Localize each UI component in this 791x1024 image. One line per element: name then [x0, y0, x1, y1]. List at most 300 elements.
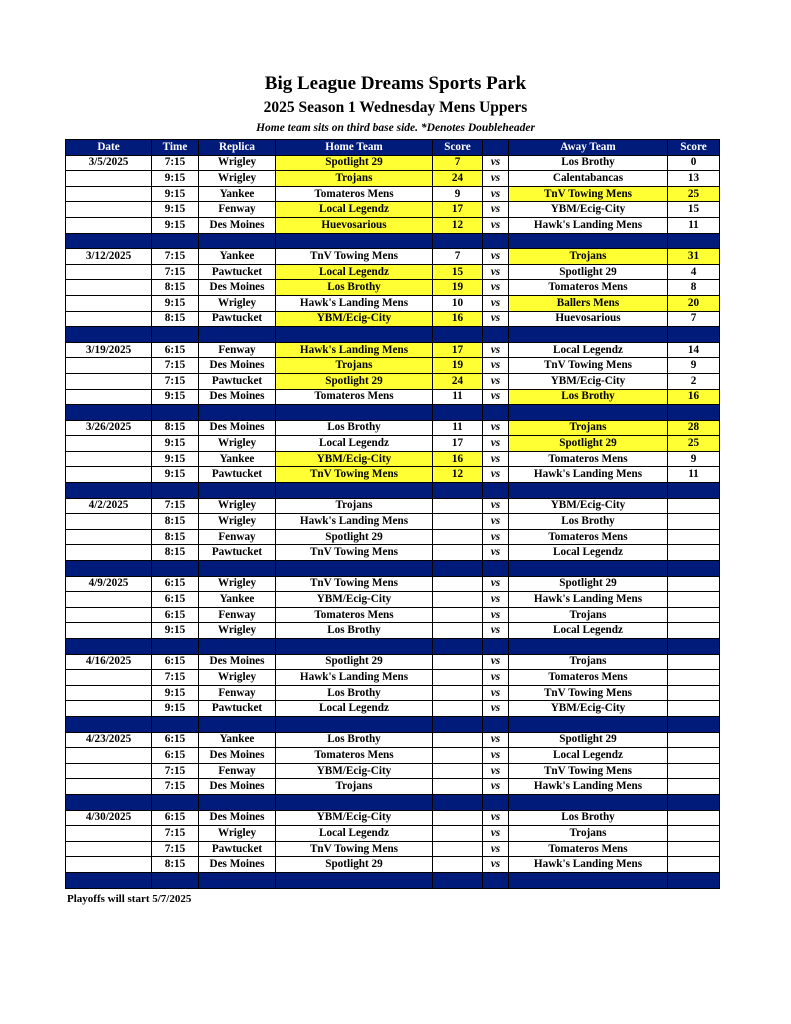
- home-team: Hawk's Landing Mens: [276, 514, 433, 530]
- vs-label: vs: [483, 810, 509, 826]
- game-replica: Wrigley: [199, 155, 276, 171]
- home-team: Local Legendz: [276, 202, 433, 218]
- game-row: [66, 670, 720, 686]
- header-time: Time: [152, 140, 199, 156]
- home-score: [433, 576, 483, 592]
- game-row: [66, 685, 720, 701]
- home-team: Tomateros Mens: [276, 186, 433, 202]
- away-team: Spotlight 29: [509, 264, 668, 280]
- away-team: Hawk's Landing Mens: [509, 217, 668, 233]
- away-team: Los Brothy: [509, 810, 668, 826]
- home-score: 12: [433, 217, 483, 233]
- game-row: [66, 779, 720, 795]
- vs-label: vs: [483, 467, 509, 483]
- game-replica: Fenway: [199, 607, 276, 623]
- home-score: [433, 514, 483, 530]
- home-score: [433, 529, 483, 545]
- home-score: [433, 685, 483, 701]
- game-row: [66, 342, 720, 358]
- game-row: [66, 280, 720, 296]
- game-row: [66, 467, 720, 483]
- game-replica: Fenway: [199, 685, 276, 701]
- week-separator: [66, 872, 720, 888]
- game-replica: Fenway: [199, 529, 276, 545]
- away-team: Trojans: [509, 249, 668, 265]
- game-date: [66, 295, 152, 311]
- away-team: YBM/Ecig-City: [509, 373, 668, 389]
- game-replica: Des Moines: [199, 748, 276, 764]
- game-date: [66, 545, 152, 561]
- home-team: Local Legendz: [276, 436, 433, 452]
- home-team: Los Brothy: [276, 623, 433, 639]
- home-team: Tomateros Mens: [276, 607, 433, 623]
- game-date: 4/16/2025: [66, 654, 152, 670]
- away-team: Local Legendz: [509, 748, 668, 764]
- vs-label: vs: [483, 763, 509, 779]
- week-separator: [66, 639, 720, 655]
- vs-label: vs: [483, 280, 509, 296]
- away-score: 25: [668, 186, 720, 202]
- game-replica: Fenway: [199, 202, 276, 218]
- game-time: 6:15: [152, 342, 199, 358]
- game-row: [66, 748, 720, 764]
- home-team: YBM/Ecig-City: [276, 810, 433, 826]
- away-score: [668, 701, 720, 717]
- away-score: [668, 826, 720, 842]
- vs-label: vs: [483, 186, 509, 202]
- game-date: 4/2/2025: [66, 498, 152, 514]
- away-team: Los Brothy: [509, 389, 668, 405]
- game-replica: Wrigley: [199, 670, 276, 686]
- vs-label: vs: [483, 623, 509, 639]
- game-replica: Des Moines: [199, 779, 276, 795]
- vs-label: vs: [483, 155, 509, 171]
- home-score: 16: [433, 311, 483, 327]
- game-time: 6:15: [152, 576, 199, 592]
- away-score: [668, 748, 720, 764]
- game-row: [66, 264, 720, 280]
- schedule-note: Home team sits on third base side. *Denotes Doubleheader: [256, 122, 535, 134]
- away-team: Spotlight 29: [509, 576, 668, 592]
- game-date: [66, 217, 152, 233]
- vs-label: vs: [483, 732, 509, 748]
- home-score: [433, 857, 483, 873]
- game-row: [66, 763, 720, 779]
- game-replica: Pawtucket: [199, 841, 276, 857]
- game-replica: Des Moines: [199, 358, 276, 374]
- home-team: YBM/Ecig-City: [276, 451, 433, 467]
- vs-label: vs: [483, 436, 509, 452]
- home-team: YBM/Ecig-City: [276, 311, 433, 327]
- away-team: Spotlight 29: [509, 732, 668, 748]
- game-row: [66, 186, 720, 202]
- game-date: [66, 467, 152, 483]
- away-score: [668, 810, 720, 826]
- home-score: 9: [433, 186, 483, 202]
- game-replica: Pawtucket: [199, 467, 276, 483]
- vs-label: vs: [483, 826, 509, 842]
- game-date: [66, 748, 152, 764]
- home-score: [433, 607, 483, 623]
- home-team: TnV Towing Mens: [276, 576, 433, 592]
- game-date: [66, 529, 152, 545]
- home-team: Los Brothy: [276, 685, 433, 701]
- page-title: Big League Dreams Sports Park: [264, 73, 527, 94]
- home-team: Los Brothy: [276, 420, 433, 436]
- home-score: 24: [433, 171, 483, 187]
- away-score: 14: [668, 342, 720, 358]
- game-time: 6:15: [152, 748, 199, 764]
- game-time: 9:15: [152, 186, 199, 202]
- home-team: Trojans: [276, 358, 433, 374]
- vs-label: vs: [483, 701, 509, 717]
- page-subtitle: 2025 Season 1 Wednesday Mens Uppers: [263, 99, 528, 116]
- game-replica: Fenway: [199, 342, 276, 358]
- game-date: [66, 701, 152, 717]
- vs-label: vs: [483, 670, 509, 686]
- home-team: Hawk's Landing Mens: [276, 295, 433, 311]
- away-score: 11: [668, 217, 720, 233]
- game-time: 9:15: [152, 389, 199, 405]
- game-date: [66, 389, 152, 405]
- game-replica: Pawtucket: [199, 373, 276, 389]
- away-team: Trojans: [509, 654, 668, 670]
- vs-label: vs: [483, 748, 509, 764]
- game-date: 3/12/2025: [66, 249, 152, 265]
- game-row: [66, 498, 720, 514]
- home-score: 11: [433, 420, 483, 436]
- away-team: Hawk's Landing Mens: [509, 467, 668, 483]
- game-date: 4/9/2025: [66, 576, 152, 592]
- game-date: [66, 171, 152, 187]
- game-date: [66, 280, 152, 296]
- game-replica: Fenway: [199, 763, 276, 779]
- header-replica: Replica: [199, 140, 276, 156]
- week-separator: [66, 716, 720, 732]
- game-row: [66, 311, 720, 327]
- home-team: Trojans: [276, 171, 433, 187]
- game-date: [66, 623, 152, 639]
- header-home-team: Home Team: [276, 140, 433, 156]
- game-replica: Wrigley: [199, 826, 276, 842]
- game-date: [66, 607, 152, 623]
- home-score: 17: [433, 436, 483, 452]
- game-row: [66, 529, 720, 545]
- vs-label: vs: [483, 202, 509, 218]
- game-date: [66, 186, 152, 202]
- vs-label: vs: [483, 342, 509, 358]
- game-time: 9:15: [152, 295, 199, 311]
- game-row: [66, 545, 720, 561]
- home-team: TnV Towing Mens: [276, 841, 433, 857]
- away-team: TnV Towing Mens: [509, 358, 668, 374]
- away-score: 4: [668, 264, 720, 280]
- vs-label: vs: [483, 217, 509, 233]
- game-time: 8:15: [152, 420, 199, 436]
- game-date: [66, 436, 152, 452]
- home-team: Trojans: [276, 779, 433, 795]
- vs-label: vs: [483, 295, 509, 311]
- week-separator: [66, 483, 720, 499]
- home-team: Hawk's Landing Mens: [276, 670, 433, 686]
- game-time: 9:15: [152, 623, 199, 639]
- away-team: Trojans: [509, 607, 668, 623]
- away-score: 16: [668, 389, 720, 405]
- home-team: TnV Towing Mens: [276, 545, 433, 561]
- header-row: [66, 140, 720, 156]
- home-team: Spotlight 29: [276, 155, 433, 171]
- game-row: [66, 171, 720, 187]
- away-score: 8: [668, 280, 720, 296]
- away-team: Tomateros Mens: [509, 280, 668, 296]
- game-time: 7:15: [152, 826, 199, 842]
- game-replica: Wrigley: [199, 498, 276, 514]
- game-replica: Wrigley: [199, 436, 276, 452]
- game-date: 4/23/2025: [66, 732, 152, 748]
- game-date: [66, 202, 152, 218]
- home-team: Spotlight 29: [276, 654, 433, 670]
- game-replica: Yankee: [199, 451, 276, 467]
- header-away-team: Away Team: [509, 140, 668, 156]
- game-replica: Yankee: [199, 249, 276, 265]
- vs-label: vs: [483, 607, 509, 623]
- header-date: Date: [66, 140, 152, 156]
- away-score: 28: [668, 420, 720, 436]
- game-replica: Yankee: [199, 732, 276, 748]
- game-time: 6:15: [152, 607, 199, 623]
- away-team: Trojans: [509, 420, 668, 436]
- game-date: [66, 358, 152, 374]
- game-date: [66, 311, 152, 327]
- away-team: Trojans: [509, 826, 668, 842]
- away-team: Calentabancas: [509, 171, 668, 187]
- game-replica: Des Moines: [199, 810, 276, 826]
- game-row: [66, 373, 720, 389]
- away-team: Huevosarious: [509, 311, 668, 327]
- game-time: 9:15: [152, 467, 199, 483]
- home-score: [433, 545, 483, 561]
- away-team: Los Brothy: [509, 155, 668, 171]
- game-date: [66, 373, 152, 389]
- week-separator: [66, 405, 720, 421]
- week-separator: [66, 561, 720, 577]
- home-score: 17: [433, 342, 483, 358]
- game-replica: Pawtucket: [199, 701, 276, 717]
- away-team: Ballers Mens: [509, 295, 668, 311]
- away-team: Hawk's Landing Mens: [509, 779, 668, 795]
- vs-label: vs: [483, 779, 509, 795]
- away-team: TnV Towing Mens: [509, 685, 668, 701]
- game-row: [66, 249, 720, 265]
- game-replica: Des Moines: [199, 654, 276, 670]
- vs-label: vs: [483, 311, 509, 327]
- vs-label: vs: [483, 249, 509, 265]
- home-score: 10: [433, 295, 483, 311]
- game-time: 7:15: [152, 498, 199, 514]
- game-row: [66, 623, 720, 639]
- game-replica: Des Moines: [199, 280, 276, 296]
- vs-label: vs: [483, 685, 509, 701]
- away-score: [668, 623, 720, 639]
- game-date: 3/19/2025: [66, 342, 152, 358]
- game-time: 9:15: [152, 685, 199, 701]
- away-score: [668, 654, 720, 670]
- home-score: [433, 732, 483, 748]
- away-team: Local Legendz: [509, 545, 668, 561]
- game-date: [66, 451, 152, 467]
- game-date: [66, 264, 152, 280]
- game-replica: Wrigley: [199, 514, 276, 530]
- header-away-score: Score: [668, 140, 720, 156]
- game-time: 7:15: [152, 763, 199, 779]
- away-team: Local Legendz: [509, 342, 668, 358]
- home-team: Los Brothy: [276, 280, 433, 296]
- away-team: Tomateros Mens: [509, 529, 668, 545]
- home-score: 11: [433, 389, 483, 405]
- away-team: Local Legendz: [509, 623, 668, 639]
- game-date: 3/5/2025: [66, 155, 152, 171]
- away-team: TnV Towing Mens: [509, 186, 668, 202]
- away-score: [668, 670, 720, 686]
- away-team: Hawk's Landing Mens: [509, 592, 668, 608]
- vs-label: vs: [483, 358, 509, 374]
- home-team: YBM/Ecig-City: [276, 763, 433, 779]
- game-time: 6:15: [152, 732, 199, 748]
- game-row: [66, 514, 720, 530]
- game-date: 4/30/2025: [66, 810, 152, 826]
- away-score: [668, 498, 720, 514]
- game-row: [66, 295, 720, 311]
- away-score: 25: [668, 436, 720, 452]
- home-team: Local Legendz: [276, 701, 433, 717]
- away-team: Tomateros Mens: [509, 670, 668, 686]
- home-score: 19: [433, 358, 483, 374]
- game-replica: Wrigley: [199, 623, 276, 639]
- game-replica: Yankee: [199, 186, 276, 202]
- game-time: 6:15: [152, 592, 199, 608]
- week-separator: [66, 794, 720, 810]
- game-row: [66, 701, 720, 717]
- away-score: [668, 857, 720, 873]
- game-row: [66, 358, 720, 374]
- game-time: 7:15: [152, 249, 199, 265]
- home-score: [433, 841, 483, 857]
- game-time: 7:15: [152, 670, 199, 686]
- game-time: 7:15: [152, 779, 199, 795]
- home-score: [433, 654, 483, 670]
- game-time: 8:15: [152, 529, 199, 545]
- game-time: 9:15: [152, 171, 199, 187]
- away-score: [668, 514, 720, 530]
- game-time: 6:15: [152, 810, 199, 826]
- home-score: [433, 670, 483, 686]
- game-replica: Pawtucket: [199, 264, 276, 280]
- vs-label: vs: [483, 171, 509, 187]
- away-score: 9: [668, 358, 720, 374]
- game-time: 7:15: [152, 373, 199, 389]
- home-score: 24: [433, 373, 483, 389]
- game-replica: Des Moines: [199, 857, 276, 873]
- away-score: 15: [668, 202, 720, 218]
- vs-label: vs: [483, 373, 509, 389]
- vs-label: vs: [483, 576, 509, 592]
- game-replica: Yankee: [199, 592, 276, 608]
- away-score: [668, 607, 720, 623]
- vs-label: vs: [483, 857, 509, 873]
- game-row: [66, 826, 720, 842]
- vs-label: vs: [483, 420, 509, 436]
- away-score: [668, 592, 720, 608]
- game-time: 9:15: [152, 436, 199, 452]
- home-team: Tomateros Mens: [276, 389, 433, 405]
- schedule-table: [65, 139, 720, 889]
- vs-label: vs: [483, 841, 509, 857]
- vs-label: vs: [483, 498, 509, 514]
- away-team: YBM/Ecig-City: [509, 701, 668, 717]
- home-score: 16: [433, 451, 483, 467]
- game-time: 7:15: [152, 841, 199, 857]
- vs-label: vs: [483, 514, 509, 530]
- game-replica: Des Moines: [199, 389, 276, 405]
- game-row: [66, 841, 720, 857]
- home-team: TnV Towing Mens: [276, 249, 433, 265]
- away-score: [668, 529, 720, 545]
- away-team: YBM/Ecig-City: [509, 498, 668, 514]
- vs-label: vs: [483, 592, 509, 608]
- vs-label: vs: [483, 529, 509, 545]
- away-score: 11: [668, 467, 720, 483]
- game-row: [66, 607, 720, 623]
- vs-label: vs: [483, 545, 509, 561]
- home-team: Trojans: [276, 498, 433, 514]
- home-team: Spotlight 29: [276, 373, 433, 389]
- home-score: 7: [433, 249, 483, 265]
- home-score: [433, 779, 483, 795]
- home-score: 15: [433, 264, 483, 280]
- home-score: [433, 810, 483, 826]
- header-vs: [483, 140, 509, 156]
- home-score: [433, 592, 483, 608]
- game-replica: Pawtucket: [199, 545, 276, 561]
- home-score: 17: [433, 202, 483, 218]
- away-score: 0: [668, 155, 720, 171]
- game-time: 8:15: [152, 311, 199, 327]
- home-score: [433, 701, 483, 717]
- home-team: Hawk's Landing Mens: [276, 342, 433, 358]
- game-row: [66, 732, 720, 748]
- home-team: YBM/Ecig-City: [276, 592, 433, 608]
- vs-label: vs: [483, 264, 509, 280]
- game-date: [66, 685, 152, 701]
- game-date: 3/26/2025: [66, 420, 152, 436]
- away-score: 9: [668, 451, 720, 467]
- home-score: [433, 763, 483, 779]
- game-time: 9:15: [152, 701, 199, 717]
- vs-label: vs: [483, 389, 509, 405]
- away-score: 20: [668, 295, 720, 311]
- home-score: [433, 623, 483, 639]
- home-team: Huevosarious: [276, 217, 433, 233]
- away-team: Los Brothy: [509, 514, 668, 530]
- game-time: 8:15: [152, 280, 199, 296]
- game-replica: Des Moines: [199, 217, 276, 233]
- home-score: 19: [433, 280, 483, 296]
- game-row: [66, 389, 720, 405]
- game-date: [66, 857, 152, 873]
- game-time: 7:15: [152, 358, 199, 374]
- week-separator: [66, 327, 720, 343]
- away-score: 2: [668, 373, 720, 389]
